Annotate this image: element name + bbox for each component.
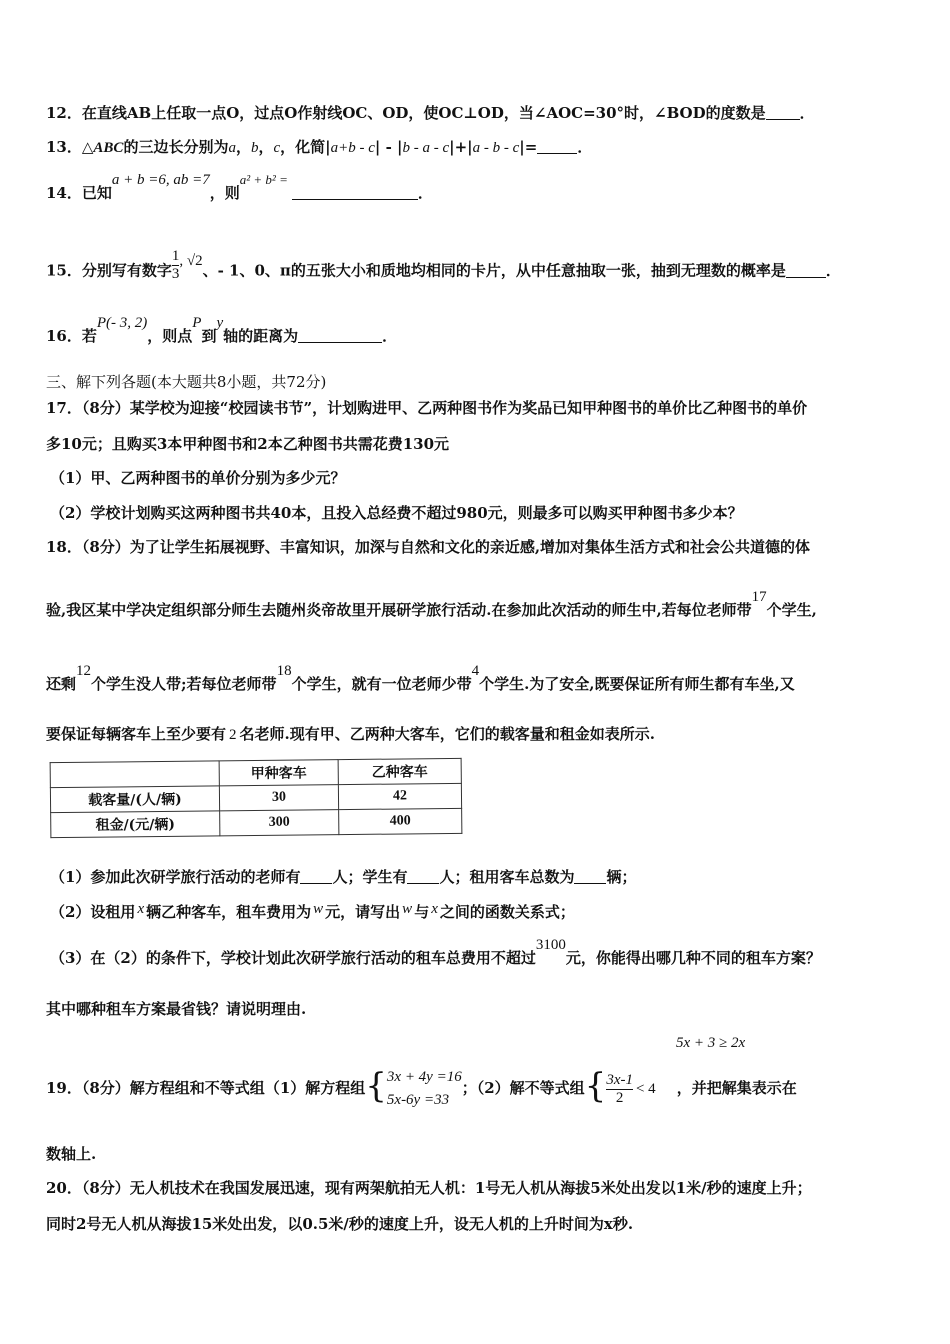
question-16: 16．若P(- 3, 2)，则点P到y轴的距离为 ．	[46, 315, 398, 345]
question-17-sub-1: （1）甲、乙两种图书的单价分别为多少元？	[50, 469, 346, 487]
answer-blank[interactable]	[786, 263, 826, 278]
sqrt-two: , √2	[179, 252, 203, 269]
section-heading: 三、解下列各题(本大题共8小题，共72分)	[46, 373, 327, 391]
question-20-line-1: 20．（8分）无人机技术在我国发展迅速，现有两架航拍无人机：1号无人机从海拔5米处出发以1米/秒的速度上升；	[46, 1179, 812, 1197]
bus-table	[50, 758, 463, 838]
table-cell: 载客量/(人/辆)	[50, 786, 219, 813]
inequality-1: 5x + 3 ≥ 2x	[676, 1035, 746, 1051]
question-18-line-4: 要保证每辆客车上至少要有 2 名老师.现有甲、乙两种大客车，它们的载客量和租金如表所示.	[46, 725, 655, 743]
answer-blank[interactable]	[537, 139, 577, 154]
question-18-sub-2: （2）设租用 x 辆乙种客车，租车费用为 w 元，请写出 w 与 x 之间的函数关系式；	[50, 901, 575, 921]
question-20-line-2: 同时2号无人机从海拔15米处出发，以0.5米/秒的速度上升，设无人机的上升时间为x秒.	[46, 1215, 634, 1233]
question-18-line-2: 验,我区某中学决定组织部分师生去随州炎帝故里开展研学旅行活动.在参加此次活动的师生中,若每位老师带17个学生,	[46, 589, 817, 619]
question-17-line-2: 多10元；且购买3本甲种图书和2本乙种图书共需花费130元	[46, 435, 450, 453]
question-12: 12．在直线AB上任取一点O，过点O作射线OC、OD，使OC⊥OD，当∠AOC=30°时，∠BOD的度数是 ．	[46, 104, 815, 122]
fraction-one-third: $\frac{1}{3}$	[171, 248, 180, 282]
question-18-sub-3: （3）在（2）的条件下，学校计划此次研学旅行活动的租车总费用不超过3100元，你能得出哪几种不同的租车方案？	[50, 937, 821, 967]
answer-blank[interactable]	[292, 185, 418, 200]
question-19: 19．（8分）解方程组和不等式组（1）解方程组{ 3x + 4y =16 5x-6y =33 ；（2）解不等式组{ $\frac{3x-1}{2}$ < 4 ，并把解集表示在	[46, 1066, 797, 1108]
table-cell: 300	[220, 810, 339, 836]
table-row	[51, 808, 462, 837]
table-cell: 租金/(元/辆)	[51, 811, 220, 838]
point-p: P(- 3, 2)	[96, 315, 148, 331]
answer-blank[interactable]	[574, 869, 606, 884]
table-cell: 30	[219, 785, 338, 811]
inequality-fraction: $\frac{3x-1}{2}$	[606, 1071, 633, 1106]
table-cell: 乙种客车	[338, 758, 461, 784]
table-cell: 42	[338, 783, 461, 809]
answer-blank[interactable]	[298, 328, 382, 343]
answer-blank[interactable]	[407, 869, 439, 884]
question-19-cont: 数轴上.	[46, 1145, 97, 1163]
table-cell: 甲种客车	[219, 760, 338, 786]
question-13: 13．△ABC的三边长分别为a，b，c，化简|a+b - c| - |b - a - c|+|a - b - c|= ．	[46, 138, 593, 156]
question-15: 15．分别写有数字 $\frac{1}{3}$ , √2、- 1、0、π的五张大小和质地均相同的卡片，从中任意抽取一张，抽到无理数的概率是 ．	[46, 248, 841, 282]
table-cell	[50, 761, 219, 788]
answer-blank[interactable]	[766, 105, 800, 120]
table-cell: 400	[339, 808, 462, 834]
q12-text: 12．在直线AB上任取一点O，过点O作射线OC、OD，使OC⊥OD，当∠AOC=30°时，∠BOD的度数是	[46, 104, 766, 122]
question-17-line-1: 17．（8分）某学校为迎接“校园读书节”，计划购进甲、乙两种图书作为奖品已知甲种图书的单价比乙种图书的单价	[46, 399, 808, 417]
question-18-sub-3-cont: 其中哪种租车方案最省钱？请说明理由.	[46, 1000, 307, 1018]
question-18-sub-1: （1）参加此次研学旅行活动的老师有 人；学生有 人；租用客车总数为 辆；	[50, 868, 637, 886]
question-18-line-3: 还剩12个学生没人带;若每位老师带18个学生，就有一位老师少带4个学生.为了安全,既要保证所有师生都有车坐,又	[46, 663, 795, 693]
question-17-sub-2: （2）学校计划购买这两种图书共40本，且投入总经费不超过980元，则最多可以购买甲种图书多少本？	[50, 504, 743, 522]
question-18-line-1: 18．（8分）为了让学生拓展视野、丰富知识，加深与自然和文化的亲近感,增加对集体生活方式和社会公共道德的体	[46, 538, 811, 556]
answer-blank[interactable]	[300, 869, 332, 884]
q14-condition: a + b =6, ab =7	[111, 172, 210, 188]
q14-expression: a² + b² =	[239, 172, 288, 187]
equation-system: 3x + 4y =16 5x-6y =33	[386, 1069, 462, 1108]
question-14: 14．已知a + b =6, ab =7，则a² + b² =．	[46, 172, 433, 202]
